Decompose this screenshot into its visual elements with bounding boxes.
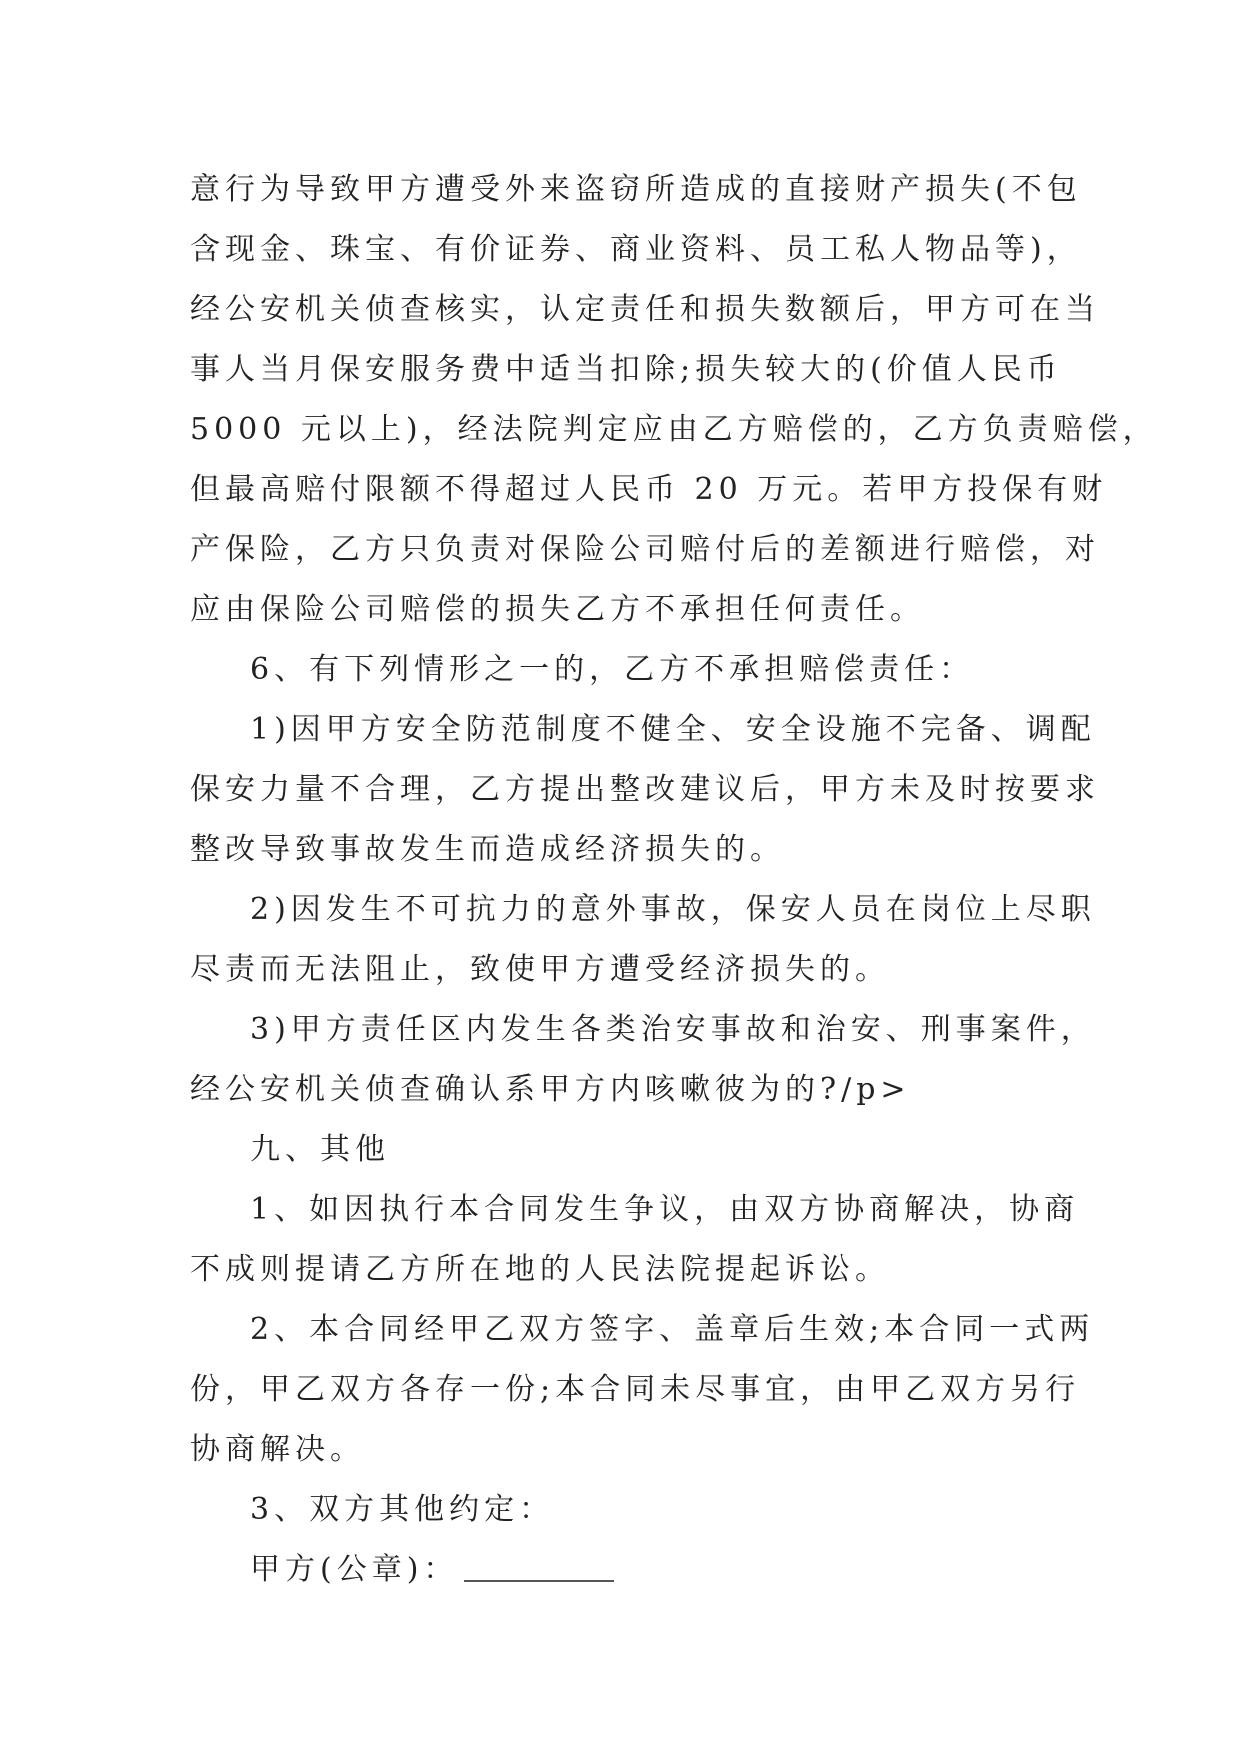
document-body [190,160,1158,1600]
body-line: 3)甲方责任区内发生各类治安事故和治安、刑事案件， [250,1012,1096,1047]
body-line: 意行为导致甲方遭受外来盗窃所造成的直接财产损失(不包 [190,172,1082,207]
body-line: 保安力量不合理，乙方提出整改建议后，甲方未及时按要求 [190,772,1100,807]
body-line: 产保险，乙方只负责对保险公司赔付后的差额进行赔偿，对 [190,532,1100,567]
body-line: 2)因发生不可抗力的意外事故，保安人员在岗位上尽职 [250,892,1096,927]
body-line: 2、本合同经甲乙双方签字、盖章后生效;本合同一式两 [250,1312,1095,1347]
body-line: 尽责而无法阻止，致使甲方遭受经济损失的。 [190,952,890,987]
body-line: 份，甲乙双方各存一份;本合同未尽事宜，由甲乙双方另行 [190,1372,1081,1407]
body-line: 协商解决。 [190,1432,365,1467]
body-line: 不成则提请乙方所在地的人民法院提起诉讼。 [190,1252,890,1287]
signature-row [190,1540,1060,1600]
body-line: 应由保险公司赔偿的损失乙方不承担任何责任。 [190,592,925,627]
body-line: 但最高赔付限额不得超过人民币 20 万元。若甲方投保有财 [190,472,1108,507]
body-line: 5000 元以上)，经法院判定应由乙方赔偿的，乙方负责赔偿， [190,412,1158,447]
body-line: 整改导致事故发生而造成经济损失的。 [190,832,785,867]
body-line: 事人当月保安服务费中适当扣除;损失较大的(价值人民币 [190,352,1062,387]
clause-heading: 6、有下列情形之一的，乙方不承担赔偿责任： [250,652,975,687]
body-line: 1)因甲方安全防范制度不健全、安全设施不完备、调配 [250,712,1096,747]
body-line: 含现金、珠宝、有价证券、商业资料、员工私人物品等)， [190,232,1082,267]
body-line: 经公安机关侦查核实，认定责任和损失数额后，甲方可在当 [190,292,1100,327]
section-heading: 九、其他 [250,1132,390,1167]
body-line: 1、如因执行本合同发生争议，由双方协商解决，协商 [250,1192,1080,1227]
body-line: 3、双方其他约定： [250,1492,555,1527]
signature-label: 甲方(公章)： [250,1552,459,1587]
signature-blank-line [464,1580,614,1582]
body-line: 经公安机关侦查确认系甲方内咳嗽彼为的?/p> [190,1072,911,1107]
